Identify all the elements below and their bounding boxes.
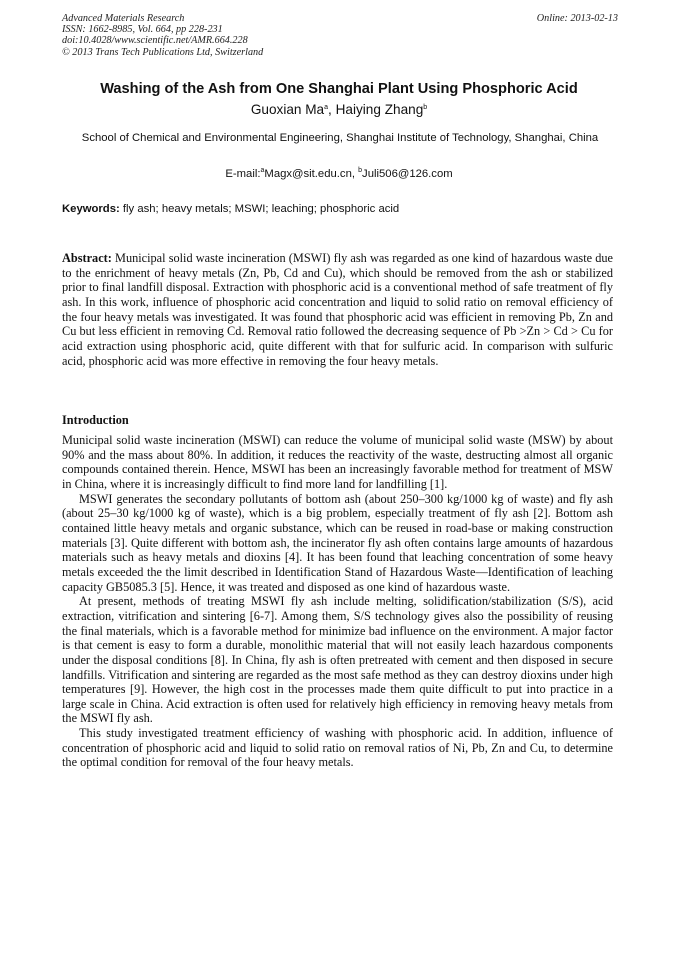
abstract: [62, 251, 613, 368]
email-mark: a: [260, 167, 265, 174]
online-date: Online: 2013-02-13: [536, 13, 618, 24]
affiliation: School of Chemical and Environmental Engineering, Shanghai Institute of Technology, Shanghai, China: [81, 132, 599, 144]
journal-issn: ISSN: 1662-8985, Vol. 664, pp 228-231: [62, 24, 223, 36]
introduction-body: [62, 433, 613, 770]
abstract-label: Abstract:: [62, 251, 112, 265]
email-label: E-mail:: [225, 168, 261, 180]
author-name: Guoxian Ma: [250, 102, 325, 117]
paragraph: This study investigated treatment efficiency of washing with phosphoric acid. In addition, influence of concentration of phosphoric acid and liquid to solid ratio on removal ratios of Ni, Pb, Zn and Cu, to determine the optimal condition for removal of the four heavy metals.: [62, 726, 613, 770]
abstract-text: Municipal solid waste incineration (MSWI) fly ash was regarded as one kind of hazardous waste due to the enrichment of heavy metals (Zn, Pb, Cd and Cu), which should be removed from the ash or stabilized prior to final landfill disposal. Extraction with phosphoric acid is a conventional method of safe treatment of fly ash. In this work, influence of phosphoric acid concentration and liquid to solid ratio on removal efficiency of the four heavy metals was investigated. It was found that phosphoric acid was efficient in removing Pb, Zn and Cu but less efficient in removing Cd. Removal ratio followed the decreasing sequence of Pb >Zn > Cd > Cu for acid extraction using phosphoric acid, quite different with that for sulfuric acid. In comparison with sulfuric acid, phosphoric acid was more effective in removing the four heavy metals.: [62, 251, 613, 368]
journal-copyright: © 2013 Trans Tech Publications Ltd, Switzerland: [62, 46, 264, 58]
keywords-text: fly ash; heavy metals; MSWI; leaching; phosphoric acid: [119, 203, 400, 215]
journal-name: Advanced Materials Research: [62, 13, 185, 24]
keywords: [62, 202, 618, 216]
paragraph: Municipal solid waste incineration (MSWI) can reduce the volume of municipal solid waste (MSW) by about 90% and the mass about 80%. In addition, it reduces the reactivity of the waste, destructing almost all organic compounds contained therein. Hence, MSWI has been an increasingly favorable method for treatment of MSW in China, where it is increasingly difficult to find more land for landfilling [1].: [62, 433, 613, 491]
author-separator: ,: [328, 102, 336, 117]
email-address[interactable]: Juli506@126.com: [362, 168, 453, 180]
keywords-label: Keywords:: [62, 203, 120, 215]
email-line: [40, 167, 638, 181]
section-heading: Introduction: [62, 413, 129, 427]
paragraph: MSWI generates the secondary pollutants of bottom ash (about 250–300 kg/1000 kg of waste) and fly ash (about 25–30 kg/1000 kg of waste), which is a big problem, especially treatment of fly ash [2]. Bottom ash contained little heavy metals and organic substance, which can be reused in road-base or making construction materials [3]. Quite different with bottom ash, the incinerator fly ash often contains large amounts of hazardous materials such as heavy metals and dioxins [4]. It has been found that leaching concentration of some heavy metals exceeded the the limit described in Identification Stand of Hazardous Waste—Identification of leaching capacity GB5085.3 [5]. Hence, it was treated and disposed as one kind of hazardous waste.: [62, 491, 613, 594]
paper-title: Washing of the Ash from One Shanghai Plant Using Phosphoric Acid: [100, 81, 578, 97]
email-address[interactable]: Magx@sit.edu.cn: [264, 168, 352, 180]
author-affil-mark: a: [324, 104, 329, 111]
paragraph: At present, methods of treating MSWI fly ash include melting, solidification/stabilization (S/S), acid extraction, vitrification and sintering [6-7]. Among them, S/S technology gives also the possibility of reusing the final materials, which is a favorable method for minimize bad influence on the environment. A major factor is that cement is easy to form a durable, monolithic material that will not easily leach hazardous components under the disposal conditions [8]. In China, fly ash is often pretreated with cement and then disposed in secure landfills. Vitrification and sintering are regarded as the most safe method as they can destroy dioxins under high temperatures [9]. However, the high cost in the processes made them quite difficult to put into practice in a large scale in China. Acid extraction is often used for relatively high efficiency in removing heavy metals from the MSWI fly ash.: [62, 594, 613, 726]
journal-header: [62, 13, 618, 58]
email-mark: b: [358, 167, 363, 174]
author-affil-mark: b: [423, 104, 428, 111]
author-name: Haiying Zhang: [335, 102, 424, 117]
email-separator: ,: [351, 168, 359, 180]
journal-doi: doi:10.4028/www.scientific.net/AMR.664.228: [62, 35, 248, 47]
author-line: [40, 101, 638, 119]
